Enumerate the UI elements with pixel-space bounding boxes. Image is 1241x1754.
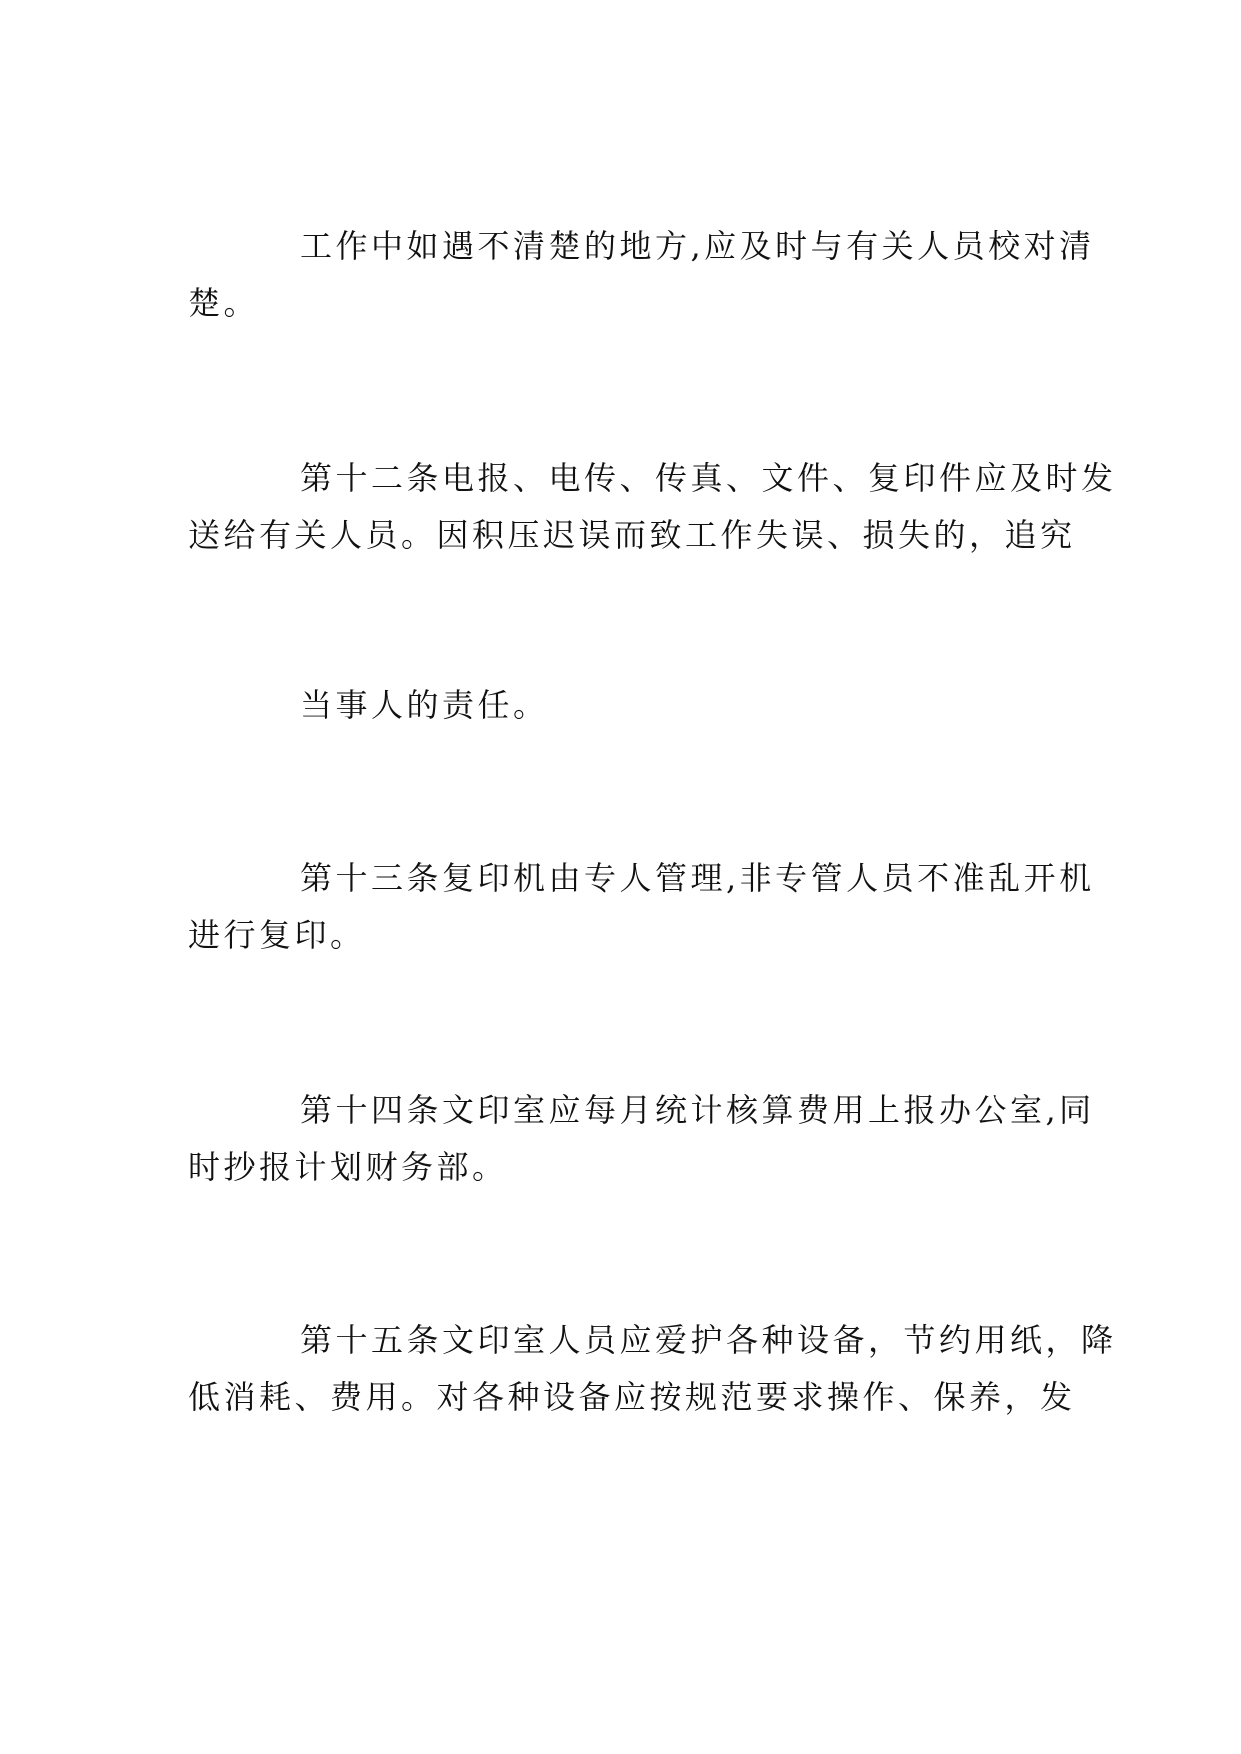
paragraph-2-line-1: 第十二条电报、电传、传真、文件、复印件应及时发	[300, 459, 1117, 497]
paragraph-2-line-2: 送给有关人员。因积压迟误而致工作失误、损失的，追究	[188, 516, 1076, 554]
paragraph-3-line-1: 当事人的责任。	[300, 686, 549, 724]
paragraph-4-line-2: 进行复印。	[188, 916, 366, 954]
paragraph-1-line-2: 楚。	[188, 284, 260, 322]
paragraph-6-line-1: 第十五条文印室人员应爱护各种设备，节约用纸，降	[300, 1321, 1117, 1359]
paragraph-5-line-1: 第十四条文印室应每月统计核算费用上报办公室,同	[300, 1091, 1095, 1129]
paragraph-4-line-1: 第十三条复印机由专人管理,非专管人员不准乱开机	[300, 859, 1095, 897]
paragraph-5-line-2: 时抄报计划财务部。	[188, 1148, 508, 1186]
paragraph-1-line-1: 工作中如遇不清楚的地方,应及时与有关人员校对清	[300, 227, 1095, 265]
paragraph-6-line-2: 低消耗、费用。对各种设备应按规范要求操作、保养，发	[188, 1378, 1076, 1416]
